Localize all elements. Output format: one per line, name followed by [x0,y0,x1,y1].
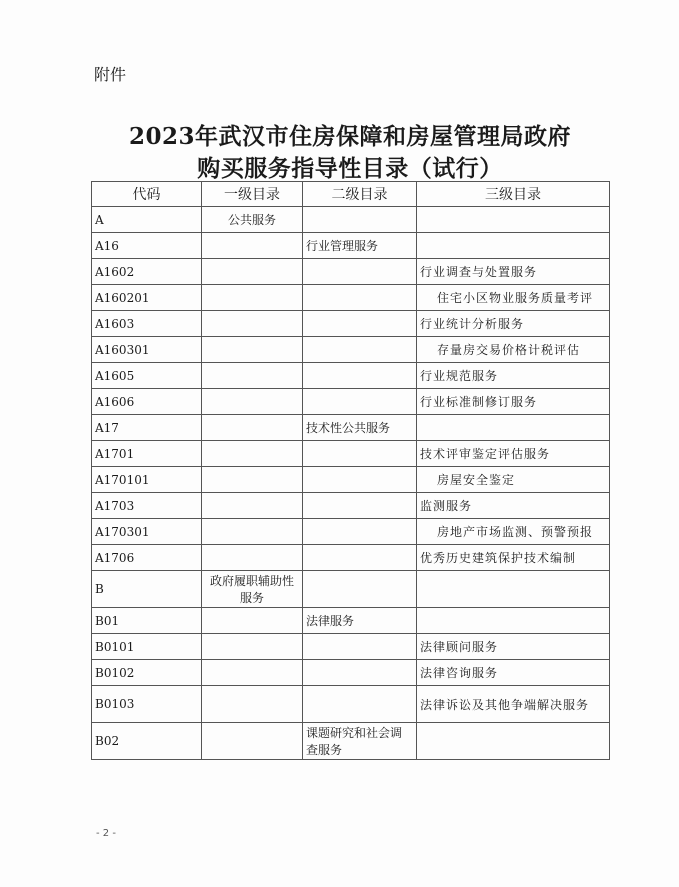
table-row [92,311,610,337]
cell-code: B [92,571,202,608]
cell-level1 [202,634,303,660]
table-row [92,686,610,723]
cell-level2 [303,493,417,519]
cell-level1 [202,467,303,493]
cell-level3 [417,608,610,634]
page-number: - 2 - [96,828,116,839]
cell-level1 [202,233,303,259]
table-row [92,608,610,634]
cell-level3: 存量房交易价格计税评估 [417,337,610,363]
cell-level1 [202,519,303,545]
cell-level1 [202,545,303,571]
cell-level2 [303,686,417,723]
table-row [92,519,610,545]
cell-code: A170301 [92,519,202,545]
table-row [92,337,610,363]
header-level3: 三级目录 [417,182,610,207]
cell-code: A1605 [92,363,202,389]
header-level1: 一级目录 [202,182,303,207]
cell-level3: 行业统计分析服务 [417,311,610,337]
cell-level1 [202,259,303,285]
cell-level2 [303,545,417,571]
cell-level3: 优秀历史建筑保护技术编制 [417,545,610,571]
cell-level1 [202,337,303,363]
service-catalog-table [91,181,610,760]
cell-level1 [202,363,303,389]
cell-level2 [303,441,417,467]
cell-level1 [202,389,303,415]
cell-level2: 技术性公共服务 [303,415,417,441]
cell-level3: 行业标准制修订服务 [417,389,610,415]
cell-level2 [303,634,417,660]
cell-level1 [202,441,303,467]
cell-level2 [303,389,417,415]
table-row [92,545,610,571]
cell-code: A170101 [92,467,202,493]
cell-level3 [417,233,610,259]
cell-level2 [303,519,417,545]
cell-code: B0101 [92,634,202,660]
cell-code: A1606 [92,389,202,415]
cell-level3: 房屋安全鉴定 [417,467,610,493]
table-row [92,363,610,389]
cell-level1: 政府履职辅助性服务 [202,571,303,608]
cell-level1 [202,608,303,634]
cell-level3: 行业调查与处置服务 [417,259,610,285]
table-row [92,233,610,259]
cell-code: A1701 [92,441,202,467]
cell-code: A1703 [92,493,202,519]
cell-code: B02 [92,723,202,760]
cell-level1 [202,285,303,311]
cell-level3: 住宅小区物业服务质量考评 [417,285,610,311]
cell-level1 [202,660,303,686]
cell-level3 [417,571,610,608]
cell-level2 [303,259,417,285]
cell-level1: 公共服务 [202,207,303,233]
cell-level3: 技术评审鉴定评估服务 [417,441,610,467]
document-title-line-1: 2023年武汉市住房保障和房屋管理局政府 [128,123,571,150]
cell-level2 [303,337,417,363]
cell-level3 [417,207,610,233]
cell-level1 [202,686,303,723]
cell-code: A1603 [92,311,202,337]
cell-level3: 法律顾问服务 [417,634,610,660]
cell-level1 [202,493,303,519]
header-code: 代码 [92,182,202,207]
table-row [92,259,610,285]
cell-code: B0103 [92,686,202,723]
cell-level2 [303,660,417,686]
table-row [92,660,610,686]
header-level2: 二级目录 [303,182,417,207]
table-row [92,441,610,467]
cell-code: A16 [92,233,202,259]
cell-level3: 法律咨询服务 [417,660,610,686]
table-row [92,467,610,493]
cell-level1 [202,415,303,441]
table-row [92,493,610,519]
cell-level2 [303,571,417,608]
attachment-label: 附件 [94,65,127,84]
cell-level2 [303,311,417,337]
cell-level3: 行业规范服务 [417,363,610,389]
cell-code: A [92,207,202,233]
cell-code: B0102 [92,660,202,686]
cell-level2: 法律服务 [303,608,417,634]
table-row [92,389,610,415]
table-row [92,285,610,311]
cell-level1 [202,311,303,337]
cell-level2 [303,467,417,493]
cell-level3: 法律诉讼及其他争端解决服务 [417,686,610,723]
cell-code: A17 [92,415,202,441]
table-body [92,207,610,760]
cell-code: A160301 [92,337,202,363]
cell-level3: 监测服务 [417,493,610,519]
cell-level2: 行业管理服务 [303,233,417,259]
table-row [92,723,610,760]
cell-level2: 课题研究和社会调查服务 [303,723,417,760]
cell-code: A160201 [92,285,202,311]
cell-level3: 房地产市场监测、预警预报 [417,519,610,545]
cell-level3 [417,723,610,760]
table-row [92,207,610,233]
table-row [92,634,610,660]
cell-code: A1706 [92,545,202,571]
table-row [92,415,610,441]
cell-level1 [202,723,303,760]
cell-level2 [303,363,417,389]
cell-level3 [417,415,610,441]
table-row [92,571,610,608]
cell-level2 [303,207,417,233]
document-title-line-2: 购买服务指导性目录（试行） [197,155,503,182]
cell-code: A1602 [92,259,202,285]
cell-code: B01 [92,608,202,634]
cell-level2 [303,285,417,311]
table-header-row [92,182,610,207]
